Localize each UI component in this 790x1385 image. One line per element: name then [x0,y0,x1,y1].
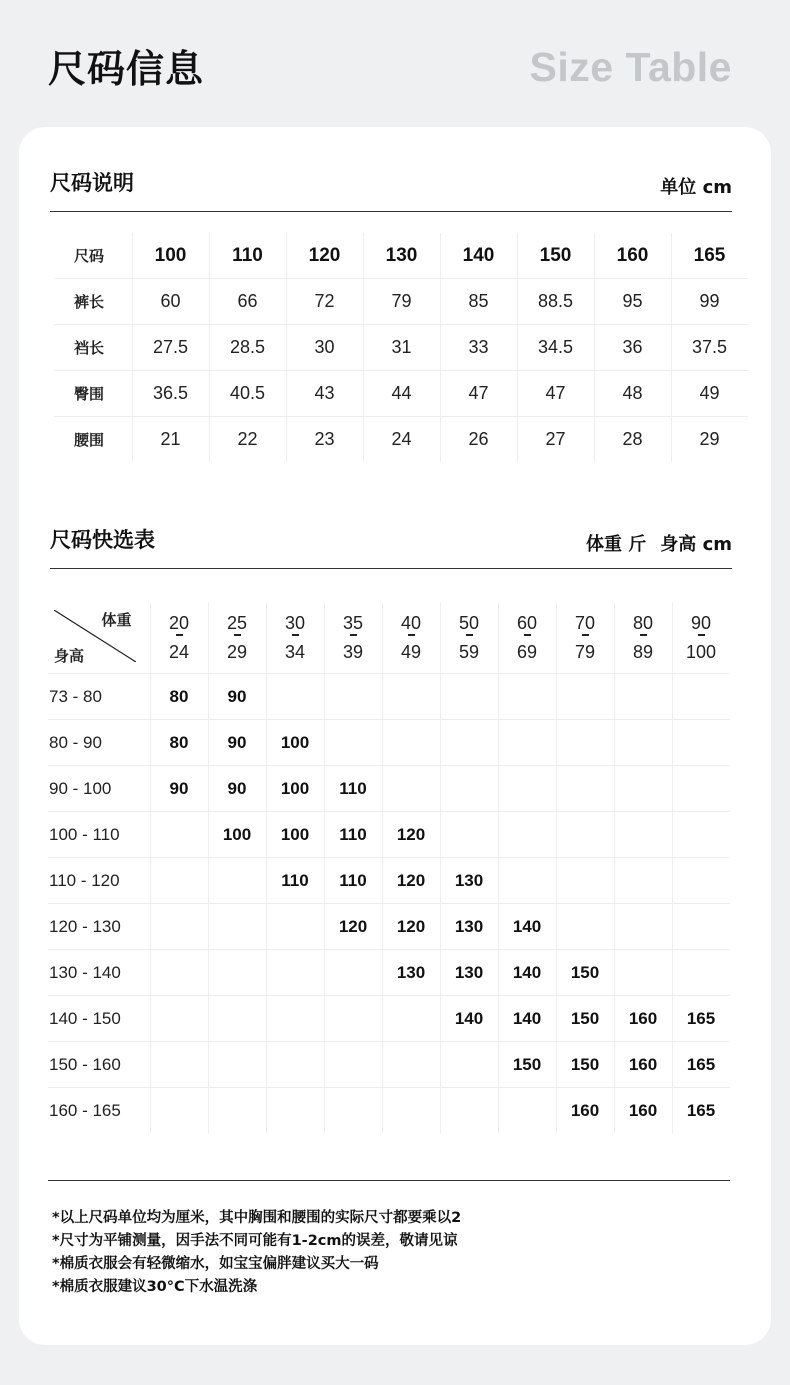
quick-cell: 140 [498,904,556,950]
weight-high: 24 [168,642,190,662]
weight-dash [466,634,473,636]
quick-cell: 120 [382,812,440,858]
weight-low: 25 [226,613,248,633]
quick-row [48,1088,730,1134]
quick-cell: 90 [208,674,266,720]
size-cell: 66 [209,279,286,325]
quick-cell: 80 [150,720,208,766]
size-card [19,127,771,1345]
size-cell: 85 [440,279,517,325]
size-cell: 22 [209,417,286,463]
weight-dash [176,634,183,636]
quick-cell [498,858,556,904]
quick-cell: 150 [498,1042,556,1088]
weight-low: 30 [284,613,306,633]
quick-cell: 90 [150,766,208,812]
quick-row [48,812,730,858]
weight-low: 70 [574,613,596,633]
quick-cell: 160 [556,1088,614,1134]
height-unit: 身高 cm [660,534,732,555]
size-col-110: 110 [209,233,286,279]
size-cell: 79 [363,279,440,325]
height-range: 140 - 150 [48,996,150,1042]
size-cell: 40.5 [209,371,286,417]
size-col-130: 130 [363,233,440,279]
quick-cell [440,812,498,858]
size-cell: 43 [286,371,363,417]
quick-cell [324,996,382,1042]
size-cell: 47 [440,371,517,417]
quick-cell [324,720,382,766]
weight-low: 35 [342,613,364,633]
weight-range [382,603,440,674]
quick-cell: 110 [324,858,382,904]
size-cell: 23 [286,417,363,463]
quick-cell [382,766,440,812]
quick-cell [266,950,324,996]
size-cell: 30 [286,325,363,371]
quick-cell: 100 [266,720,324,766]
size-cell: 60 [132,279,209,325]
size-cell: 24 [363,417,440,463]
quick-cell: 90 [208,720,266,766]
weight-unit: 体重 斤 [586,534,647,555]
weight-range [498,603,556,674]
quick-cell: 140 [498,996,556,1042]
quick-cell [382,674,440,720]
quick-cell [498,720,556,766]
quick-cell [498,812,556,858]
quick-cell [324,674,382,720]
size-cell: 72 [286,279,363,325]
quick-row [48,904,730,950]
weight-range [324,603,382,674]
quick-cell: 120 [382,858,440,904]
quick-row [48,858,730,904]
quick-cell: 130 [440,858,498,904]
quick-cell: 130 [440,904,498,950]
quick-cell [208,1042,266,1088]
quick-row [48,950,730,996]
quick-row [48,720,730,766]
weight-high: 89 [632,642,654,662]
size-cell: 95 [594,279,671,325]
size-section-title: 尺码说明 [50,171,134,195]
weight-high: 29 [226,642,248,662]
size-col-150: 150 [517,233,594,279]
quick-cell: 100 [208,812,266,858]
size-cell: 36 [594,325,671,371]
height-range: 130 - 140 [48,950,150,996]
quick-cell [150,1042,208,1088]
quick-cell: 80 [150,674,208,720]
height-range: 100 - 110 [48,812,150,858]
weight-range [266,603,324,674]
weight-dash [582,634,589,636]
height-range: 73 - 80 [48,674,150,720]
size-cell: 28 [594,417,671,463]
size-cell: 34.5 [517,325,594,371]
quick-cell [614,950,672,996]
quick-cell [208,1088,266,1134]
quick-cell: 130 [382,950,440,996]
size-cell: 99 [671,279,748,325]
quick-cell [150,1088,208,1134]
quick-cell [324,1042,382,1088]
quick-cell [556,720,614,766]
weight-high: 100 [685,642,717,662]
quick-cell [672,950,730,996]
size-col-120: 120 [286,233,363,279]
corner-height-label: 身高 [54,647,85,665]
quick-cell [266,996,324,1042]
quick-cell [208,996,266,1042]
quick-cell [266,1088,324,1134]
quick-cell [150,904,208,950]
quick-cell [498,674,556,720]
size-cell: 48 [594,371,671,417]
quick-header-row [48,603,730,674]
quick-cell [672,720,730,766]
size-cell: 29 [699,429,720,449]
size-cell: 26 [440,417,517,463]
quick-cell: 150 [556,950,614,996]
weight-low: 60 [516,613,538,633]
weight-dash [292,634,299,636]
weight-range [614,603,672,674]
weight-low: 40 [400,613,422,633]
notes [52,1207,461,1299]
quick-cell [556,904,614,950]
size-row-label: 裆长 [54,325,132,371]
corner-weight-label: 体重 [101,611,132,629]
weight-low: 90 [690,613,712,633]
size-section-unit: 单位 cm [660,177,732,198]
size-row-label: 腰围 [54,417,132,463]
quick-cell [556,766,614,812]
quick-row [48,996,730,1042]
quick-cell [556,674,614,720]
quick-cell: 100 [266,766,324,812]
quick-cell [556,812,614,858]
size-col-140: 140 [440,233,517,279]
weight-range [672,603,730,674]
weight-dash [698,634,705,636]
size-cell: 47 [517,371,594,417]
size-cell: 49 [671,371,748,417]
quick-cell [382,720,440,766]
quick-cell [324,950,382,996]
page-title-en: Size Table [529,44,732,90]
weight-dash [640,634,647,636]
note-line-text: *棉质衣服会有轻微缩水，如宝宝偏胖建议买大一码 [52,1256,379,1272]
quick-cell [614,766,672,812]
corner-cell [48,603,150,674]
size-row-label: 裤长 [54,279,132,325]
weight-range [150,603,208,674]
quick-cell [556,858,614,904]
weight-high: 69 [516,642,538,662]
quick-cell: 110 [266,858,324,904]
height-range: 90 - 100 [48,766,150,812]
quick-cell [150,950,208,996]
quick-cell [382,1042,440,1088]
quick-cell: 165 [672,996,730,1042]
quick-cell [672,858,730,904]
weight-high: 49 [400,642,422,662]
size-cell: 27.5 [132,325,209,371]
quick-cell [440,720,498,766]
quick-row [48,766,730,812]
weight-high: 34 [284,642,306,662]
quick-section-title: 尺码快选表 [50,528,155,552]
size-cell: 21 [132,417,209,463]
height-range: 110 - 120 [48,858,150,904]
size-col-165: 165 [671,233,748,279]
notes-divider [48,1180,730,1181]
quick-cell [208,904,266,950]
size-cell: 44 [363,371,440,417]
height-range: 80 - 90 [48,720,150,766]
quick-cell: 160 [614,1042,672,1088]
note-line-text: *棉质衣服建议30°C下水温洗涤 [52,1279,258,1295]
quick-cell [672,674,730,720]
size-cell: 27 [517,417,594,463]
quick-cell [614,858,672,904]
weight-low: 50 [458,613,480,633]
height-range: 150 - 160 [48,1042,150,1088]
quick-cell: 165 [686,1100,716,1120]
quick-cell [150,996,208,1042]
quick-cell [208,858,266,904]
size-row-label: 臀围 [54,371,132,417]
size-cell: 28.5 [209,325,286,371]
quick-cell: 160 [614,1088,672,1134]
quick-cell: 140 [440,996,498,1042]
quick-cell [498,766,556,812]
quick-cell [440,766,498,812]
quick-cell [672,766,730,812]
quick-cell [150,812,208,858]
size-header-label: 尺码 [54,233,132,279]
quick-cell: 140 [498,950,556,996]
weight-high: 39 [342,642,364,662]
quick-cell: 110 [324,766,382,812]
quick-cell [614,812,672,858]
quick-cell [382,996,440,1042]
quick-cell [498,1088,556,1134]
quick-cell: 120 [324,904,382,950]
quick-cell [440,674,498,720]
quick-cell [614,720,672,766]
weight-dash [524,634,531,636]
weight-dash [408,634,415,636]
quick-cell [440,1042,498,1088]
quick-cell: 150 [556,996,614,1042]
weight-low: 80 [632,613,654,633]
quick-cell [382,1088,440,1134]
quick-select-table [48,603,730,1133]
size-cell: 31 [363,325,440,371]
quick-row [48,674,730,720]
size-cell: 37.5 [671,325,748,371]
quick-cell [266,1042,324,1088]
quick-cell [672,812,730,858]
size-col-160: 160 [594,233,671,279]
quick-cell [614,674,672,720]
height-range: 160 - 165 [48,1088,150,1134]
weight-range [556,603,614,674]
quick-cell [672,904,730,950]
note-line-text: *尺寸为平铺测量，因手法不同可能有1-2cm的误差，敬请见谅 [52,1233,458,1249]
quick-cell: 130 [440,950,498,996]
height-range: 120 - 130 [48,904,150,950]
size-cell: 33 [440,325,517,371]
weight-low: 20 [168,613,190,633]
weight-dash [350,634,357,636]
size-col-100: 100 [132,233,209,279]
quick-cell [266,904,324,950]
quick-cell: 110 [324,812,382,858]
quick-cell [440,1088,498,1134]
quick-section-unit [586,530,732,556]
quick-cell [324,1088,382,1134]
size-cell: 88.5 [517,279,594,325]
quick-cell: 100 [266,812,324,858]
size-cell: 36.5 [132,371,209,417]
quick-cell: 120 [382,904,440,950]
weight-high: 59 [458,642,480,662]
quick-cell: 90 [208,766,266,812]
weight-dash [234,634,241,636]
quick-cell: 165 [672,1042,730,1088]
page-title: 尺码信息 [48,47,205,91]
quick-cell: 150 [556,1042,614,1088]
quick-section-header [50,127,732,569]
weight-high: 79 [574,642,596,662]
note-line-text: *以上尺码单位均为厘米，其中胸围和腰围的实际尺寸都要乘以2 [52,1210,462,1226]
quick-cell [208,950,266,996]
weight-range [440,603,498,674]
quick-cell [150,858,208,904]
weight-range [208,603,266,674]
quick-row [48,1042,730,1088]
quick-cell [614,904,672,950]
quick-cell [266,674,324,720]
quick-cell: 160 [614,996,672,1042]
